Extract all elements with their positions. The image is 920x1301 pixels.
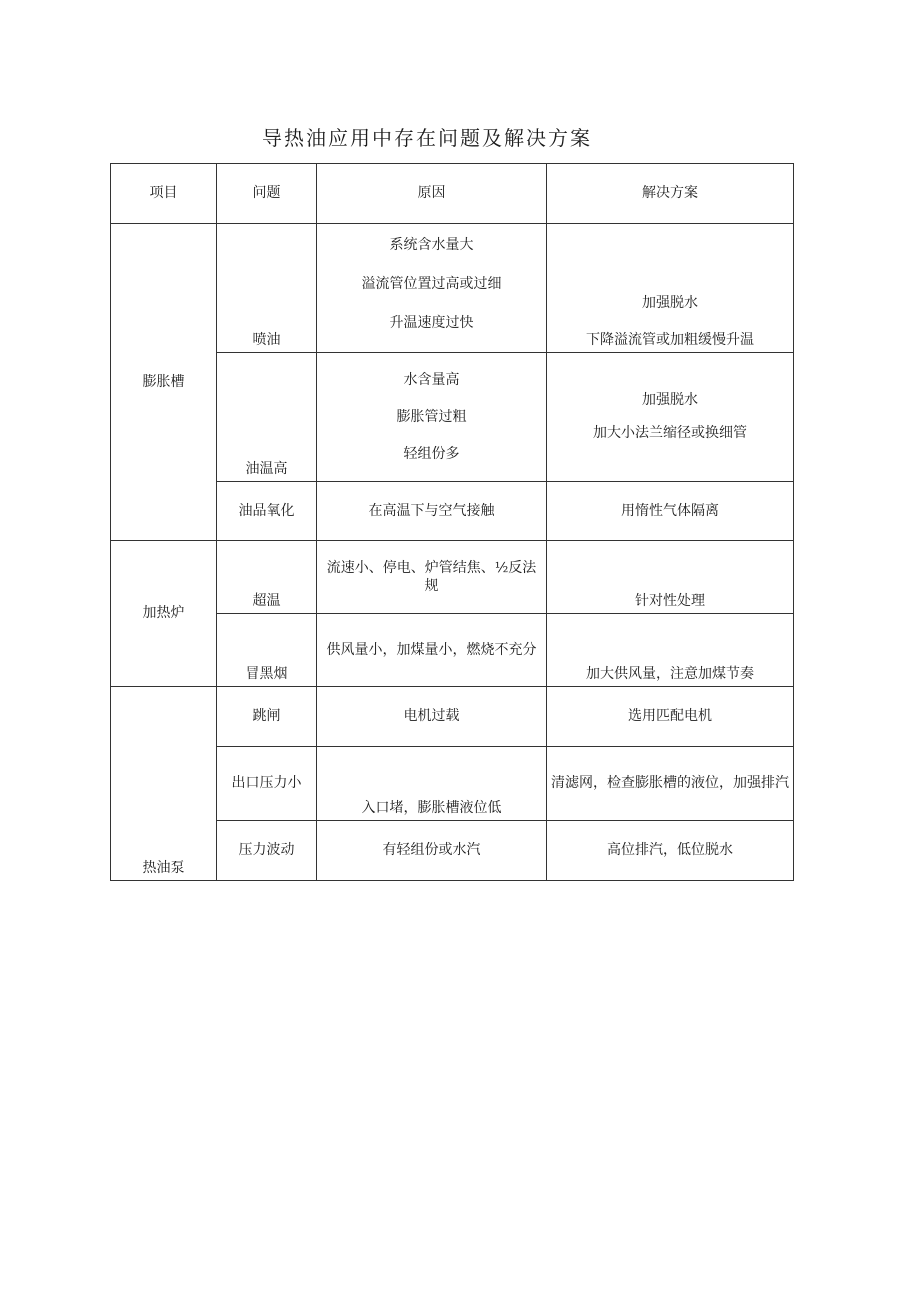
problem-cell: 冒黑烟 bbox=[217, 614, 317, 687]
header-cause: 原因 bbox=[317, 164, 547, 224]
group-expansion-tank: 膨胀槽 bbox=[111, 224, 217, 541]
cause-line: 溢流管位置过高或过细 bbox=[361, 276, 502, 293]
solution-line: 加大小法兰缩径或换细管 bbox=[593, 425, 747, 442]
cause-line: 系统含水量大 bbox=[389, 237, 474, 253]
cause-line: 升温速度过快 bbox=[389, 315, 474, 332]
cause-cell: 有轻组份或水汽 bbox=[317, 821, 547, 881]
cause-line: 水含量高 bbox=[403, 372, 460, 388]
table-header-row bbox=[111, 164, 794, 224]
cause-cell: 流速小、停电、炉管结焦、½反法规 bbox=[317, 541, 547, 614]
solution-cell bbox=[547, 224, 794, 353]
cause-line: 膨胀管过粗 bbox=[396, 409, 467, 426]
issues-table bbox=[110, 163, 794, 881]
solution-cell: 清滤网，检查膨胀槽的液位，加强排汽 bbox=[547, 747, 794, 821]
cause-cell bbox=[317, 224, 547, 353]
header-item: 项目 bbox=[111, 164, 217, 224]
table-row bbox=[111, 541, 794, 614]
problem-cell: 出口压力小 bbox=[217, 747, 317, 821]
cause-cell: 供风量小，加煤量小，燃烧不充分 bbox=[317, 614, 547, 687]
solution-cell: 用惰性气体隔离 bbox=[547, 482, 794, 541]
cause-cell bbox=[317, 353, 547, 482]
problem-cell: 油品氧化 bbox=[217, 482, 317, 541]
solution-cell bbox=[547, 353, 794, 482]
document-title: 导热油应用中存在问题及解决方案 bbox=[262, 126, 592, 150]
problem-cell: 压力波动 bbox=[217, 821, 317, 881]
solution-line: 加强脱水 bbox=[642, 294, 698, 311]
problem-cell: 跳闸 bbox=[217, 687, 317, 747]
cause-cell: 电机过载 bbox=[317, 687, 547, 747]
solution-cell: 选用匹配电机 bbox=[547, 687, 794, 747]
problem-cell: 油温高 bbox=[217, 353, 317, 482]
group-heater: 加热炉 bbox=[111, 541, 217, 687]
group-pump: 热油泵 bbox=[111, 687, 217, 881]
solution-line: 下降溢流管或加粗缓慢升温 bbox=[586, 331, 754, 348]
header-solution: 解决方案 bbox=[547, 164, 794, 224]
problem-cell: 超温 bbox=[217, 541, 317, 614]
table-row bbox=[111, 687, 794, 747]
cause-cell: 在高温下与空气接触 bbox=[317, 482, 547, 541]
solution-line: 加强脱水 bbox=[642, 392, 698, 408]
cause-cell: 入口堵，膨胀槽液位低 bbox=[317, 747, 547, 821]
cause-line: 轻组份多 bbox=[403, 446, 460, 463]
solution-cell: 加大供风量，注意加煤节奏 bbox=[547, 614, 794, 687]
solution-cell: 高位排汽，低位脱水 bbox=[547, 821, 794, 881]
table-row bbox=[111, 224, 794, 353]
problem-cell: 喷油 bbox=[217, 224, 317, 353]
header-problem: 问题 bbox=[217, 164, 317, 224]
solution-cell: 针对性处理 bbox=[547, 541, 794, 614]
